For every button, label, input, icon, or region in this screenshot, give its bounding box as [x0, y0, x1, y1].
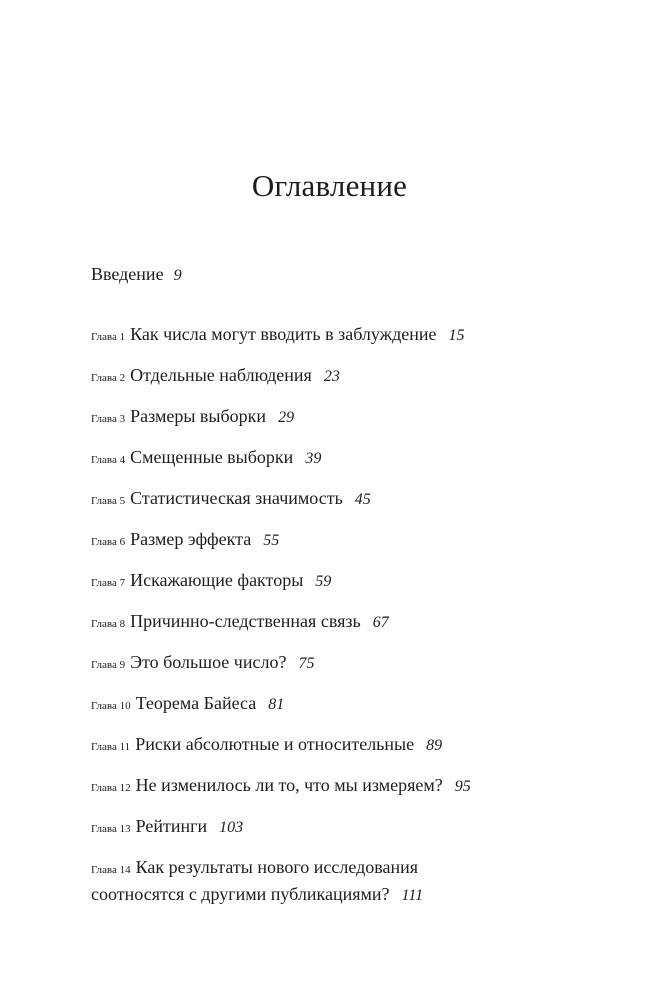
toc-entry-chapter-1 [91, 322, 571, 363]
chapter-label: Глава 2 [91, 372, 126, 384]
chapter-label: Глава 11 [91, 741, 131, 753]
chapter-label: Глава 6 [91, 536, 126, 548]
chapter-title: Не изменилось ли то, что мы измеряем? [135, 775, 443, 795]
chapter-label: Глава 4 [91, 454, 126, 466]
chapter-title: Это большое число? [130, 652, 287, 672]
toc-entry-chapter-2 [91, 363, 571, 404]
page-title: Оглавление [251, 168, 408, 203]
chapter-title: Размеры выборки [130, 406, 267, 426]
chapter-label: Глава 3 [91, 413, 126, 425]
chapter-page-number: 95 [454, 778, 471, 795]
toc-entry-chapter-4 [91, 445, 571, 486]
toc-entry-chapter-6 [91, 527, 571, 568]
chapter-title: Риски абсолютные и относительные [135, 734, 415, 754]
toc-entry-chapter-7 [91, 568, 571, 609]
chapter-page-number: 67 [372, 614, 389, 631]
toc-entry-chapter-14 [91, 855, 511, 908]
chapter-title: Как числа могут вводить в заблуждение [130, 324, 437, 344]
chapter-label: Глава 10 [91, 700, 131, 712]
intro-page-number: 9 [173, 267, 182, 284]
chapter-page-number: 103 [219, 819, 244, 836]
chapter-label: Глава 7 [91, 577, 126, 589]
chapter-title: Рейтинги [135, 816, 208, 836]
toc-entry-chapter-3 [91, 404, 571, 445]
chapter-title: Теорема Байеса [135, 693, 257, 713]
toc-entry-chapter-8 [91, 609, 571, 650]
chapter-page-number: 39 [305, 450, 322, 467]
toc-entry-chapter-9 [91, 650, 571, 691]
chapter-page-number: 81 [268, 696, 285, 713]
intro-title: Введение [91, 264, 164, 284]
chapter-page-number: 15 [448, 327, 465, 344]
chapter-title: Как результаты нового исследования соотносятся с другими публикациями? [91, 857, 419, 904]
chapter-label: Глава 12 [91, 782, 131, 794]
chapter-page-number: 59 [315, 573, 332, 590]
chapter-label: Глава 14 [91, 864, 131, 876]
chapter-label: Глава 8 [91, 618, 126, 630]
chapter-title: Искажающие факторы [130, 570, 304, 590]
chapter-title: Причинно-следственная связь [130, 611, 361, 631]
chapter-title: Размер эффекта [130, 529, 252, 549]
chapter-page-number: 23 [323, 368, 340, 385]
chapter-page-number: 29 [278, 409, 295, 426]
toc-entry-chapter-13 [91, 814, 571, 855]
chapter-title: Статистическая значимость [130, 488, 343, 508]
chapter-label: Глава 5 [91, 495, 126, 507]
chapter-list [91, 322, 571, 908]
toc-entry-intro [91, 262, 182, 288]
chapter-label: Глава 1 [91, 331, 126, 343]
chapter-page-number: 75 [298, 655, 315, 672]
toc-entry-chapter-12 [91, 773, 571, 814]
toc-entry-chapter-10 [91, 691, 571, 732]
chapter-page-number: 111 [401, 887, 424, 904]
chapter-label: Глава 9 [91, 659, 126, 671]
chapter-page-number: 89 [426, 737, 443, 754]
toc-entry-chapter-5 [91, 486, 571, 527]
chapter-page-number: 45 [354, 491, 371, 508]
chapter-label: Глава 13 [91, 823, 131, 835]
chapter-title: Отдельные наблюдения [130, 365, 312, 385]
chapter-page-number: 55 [263, 532, 280, 549]
toc-entry-chapter-11 [91, 732, 571, 773]
chapter-title: Смещенные выборки [130, 447, 294, 467]
